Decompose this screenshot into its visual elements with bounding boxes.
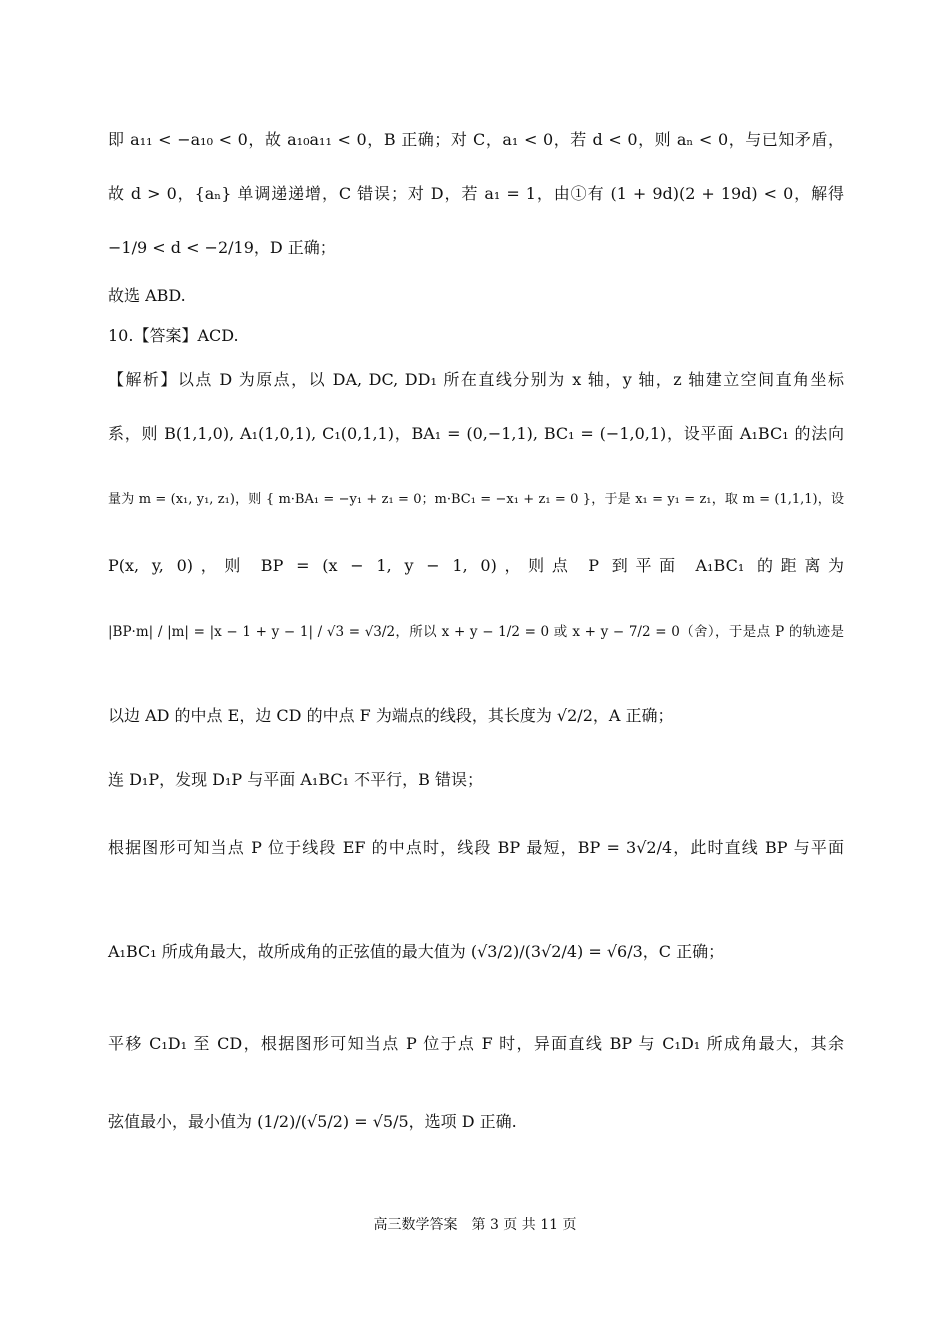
text-line-15: 平移 C₁D₁ 至 CD，根据图形可知当点 P 位于点 F 时，异面直线 BP 与 C₁D₁ 所成角最大，其余 [108, 1034, 844, 1053]
text-line-3: −1/9 < d < −2/19，D 正确； [108, 238, 336, 257]
text-line-5: 10.【答案】ACD. [108, 326, 239, 345]
text-line-10: |BP·m| / |m| = |x − 1 + y − 1| / √3 = √3/2，所以 x + y − 1/2 = 0 或 x + y − 7/2 = 0（舍），于是点 P 的轨迹是 [108, 624, 844, 640]
text-line-7: 系，则 B(1,1,0), A₁(1,0,1), C₁(0,1,1)，BA₁ = (0,−1,1), BC₁ = (−1,0,1)，设平面 A₁BC₁ 的法向 [108, 424, 844, 443]
text-line-1: 即 a₁₁ < −a₁₀ < 0，故 a₁₀a₁₁ < 0，B 正确；对 C，a₁ < 0，若 d < 0，则 aₙ < 0，与已知矛盾， [108, 130, 844, 149]
text-line-6: 【解析】以点 D 为原点，以 DA, DC, DD₁ 所在直线分别为 x 轴，y 轴，z 轴建立空间直角坐标 [108, 370, 844, 389]
text-line-8: 量为 m = (x₁, y₁, z₁)，则 { m·BA₁ = −y₁ + z₁ = 0；m·BC₁ = −x₁ + z₁ = 0 }，于是 x₁ = y₁ = z₁，取 m = (1,1,1)，设 [108, 492, 844, 507]
text-line-9: P(x, y, 0)，则 BP = (x − 1, y − 1, 0)，则点 P 到平面 A₁BC₁ 的距离为 [108, 556, 844, 575]
text-line-2: 故 d > 0，{aₙ} 单调递递增，C 错误；对 D，若 a₁ = 1，由①有 (1 + 9d)(2 + 19d) < 0，解得 [108, 184, 844, 203]
text-line-14: A₁BC₁ 所成角最大，故所成角的正弦值的最大值为 (√3/2)/(3√2/4) = √6/3，C 正确； [108, 942, 725, 961]
text-line-13: 根据图形可知当点 P 位于线段 EF 的中点时，线段 BP 最短，BP = 3√2/4，此时直线 BP 与平面 [108, 838, 844, 857]
text-line-11: 以边 AD 的中点 E，边 CD 的中点 F 为端点的线段，其长度为 √2/2，A 正确； [108, 706, 674, 725]
page-footer: 高三数学答案 第 3 页 共 11 页 [373, 1217, 577, 1233]
text-line-16: 弦值最小，最小值为 (1/2)/(√5/2) = √5/5，选项 D 正确. [108, 1112, 517, 1131]
text-line-4: 故选 ABD. [108, 286, 186, 305]
text-line-12: 连 D₁P，发现 D₁P 与平面 A₁BC₁ 不平行，B 错误； [108, 770, 483, 789]
